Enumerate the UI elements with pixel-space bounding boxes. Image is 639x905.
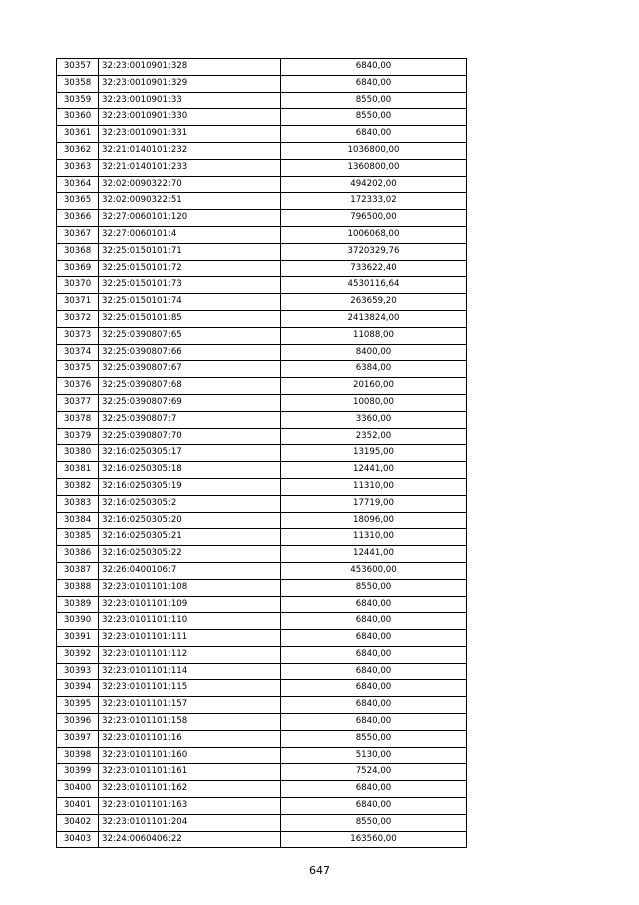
cadastral-number-cell: 32:23:0010901:330 xyxy=(99,109,281,126)
cadastral-number-cell: 32:27:0060101:120 xyxy=(99,210,281,227)
table-row xyxy=(57,529,467,546)
cadastral-number-cell: 32:23:0010901:328 xyxy=(99,59,281,76)
value-cell: 263659,20 xyxy=(281,294,467,311)
cadastral-number-cell: 32:16:0250305:22 xyxy=(99,546,281,563)
value-cell: 6840,00 xyxy=(281,714,467,731)
cadastral-number-cell: 32:25:0390807:69 xyxy=(99,394,281,411)
cadastral-number-cell: 32:21:0140101:233 xyxy=(99,159,281,176)
row-number-cell: 30380 xyxy=(57,445,99,462)
cadastral-number-cell: 32:23:0010901:33 xyxy=(99,92,281,109)
table-row xyxy=(57,210,467,227)
cadastral-number-cell: 32:25:0390807:66 xyxy=(99,344,281,361)
table-row xyxy=(57,126,467,143)
table-row xyxy=(57,680,467,697)
cadastral-number-cell: 32:25:0390807:65 xyxy=(99,327,281,344)
table-row xyxy=(57,798,467,815)
row-number-cell: 30366 xyxy=(57,210,99,227)
row-number-cell: 30372 xyxy=(57,310,99,327)
value-cell: 6840,00 xyxy=(281,630,467,647)
cadastral-number-cell: 32:02:0090322:51 xyxy=(99,193,281,210)
row-number-cell: 30368 xyxy=(57,243,99,260)
row-number-cell: 30359 xyxy=(57,92,99,109)
value-cell: 494202,00 xyxy=(281,176,467,193)
row-number-cell: 30388 xyxy=(57,579,99,596)
row-number-cell: 30396 xyxy=(57,714,99,731)
cadastral-value-table xyxy=(56,58,467,848)
row-number-cell: 30390 xyxy=(57,613,99,630)
cadastral-number-cell: 32:23:0101101:162 xyxy=(99,781,281,798)
table-row xyxy=(57,411,467,428)
cadastral-number-cell: 32:25:0390807:7 xyxy=(99,411,281,428)
value-cell: 6840,00 xyxy=(281,75,467,92)
table-row xyxy=(57,697,467,714)
value-cell: 2413824,00 xyxy=(281,310,467,327)
table-row xyxy=(57,243,467,260)
row-number-cell: 30381 xyxy=(57,462,99,479)
cadastral-number-cell: 32:23:0101101:157 xyxy=(99,697,281,714)
row-number-cell: 30399 xyxy=(57,764,99,781)
row-number-cell: 30369 xyxy=(57,260,99,277)
value-cell: 8550,00 xyxy=(281,109,467,126)
value-cell: 733622,40 xyxy=(281,260,467,277)
value-cell: 11310,00 xyxy=(281,529,467,546)
value-cell: 6840,00 xyxy=(281,781,467,798)
row-number-cell: 30389 xyxy=(57,596,99,613)
table-row xyxy=(57,193,467,210)
row-number-cell: 30378 xyxy=(57,411,99,428)
value-cell: 12441,00 xyxy=(281,546,467,563)
cadastral-number-cell: 32:16:0250305:2 xyxy=(99,495,281,512)
value-cell: 5130,00 xyxy=(281,747,467,764)
table-row xyxy=(57,226,467,243)
cadastral-number-cell: 32:25:0390807:68 xyxy=(99,378,281,395)
row-number-cell: 30391 xyxy=(57,630,99,647)
table-row xyxy=(57,579,467,596)
value-cell: 1360800,00 xyxy=(281,159,467,176)
value-cell: 6840,00 xyxy=(281,126,467,143)
table-row xyxy=(57,277,467,294)
value-cell: 20160,00 xyxy=(281,378,467,395)
table-row xyxy=(57,781,467,798)
row-number-cell: 30402 xyxy=(57,814,99,831)
value-cell: 3360,00 xyxy=(281,411,467,428)
row-number-cell: 30361 xyxy=(57,126,99,143)
row-number-cell: 30397 xyxy=(57,730,99,747)
row-number-cell: 30394 xyxy=(57,680,99,697)
value-cell: 6840,00 xyxy=(281,680,467,697)
row-number-cell: 30364 xyxy=(57,176,99,193)
value-cell: 453600,00 xyxy=(281,562,467,579)
cadastral-number-cell: 32:23:0101101:111 xyxy=(99,630,281,647)
table-body xyxy=(57,59,467,848)
cadastral-number-cell: 32:23:0010901:331 xyxy=(99,126,281,143)
table-row xyxy=(57,327,467,344)
cadastral-number-cell: 32:23:0101101:204 xyxy=(99,814,281,831)
row-number-cell: 30384 xyxy=(57,512,99,529)
row-number-cell: 30382 xyxy=(57,478,99,495)
table-row xyxy=(57,663,467,680)
value-cell: 2352,00 xyxy=(281,428,467,445)
table-row xyxy=(57,478,467,495)
value-cell: 1006068,00 xyxy=(281,226,467,243)
table-row xyxy=(57,378,467,395)
row-number-cell: 30377 xyxy=(57,394,99,411)
table-row xyxy=(57,831,467,848)
row-number-cell: 30386 xyxy=(57,546,99,563)
value-cell: 796500,00 xyxy=(281,210,467,227)
cadastral-number-cell: 32:26:0400106:7 xyxy=(99,562,281,579)
value-cell: 6840,00 xyxy=(281,613,467,630)
table-row xyxy=(57,495,467,512)
value-cell: 6840,00 xyxy=(281,59,467,76)
table-row xyxy=(57,596,467,613)
cadastral-number-cell: 32:23:0101101:114 xyxy=(99,663,281,680)
cadastral-number-cell: 32:25:0150101:71 xyxy=(99,243,281,260)
row-number-cell: 30383 xyxy=(57,495,99,512)
value-cell: 6840,00 xyxy=(281,697,467,714)
cadastral-number-cell: 32:23:0010901:329 xyxy=(99,75,281,92)
table-row xyxy=(57,428,467,445)
table-row xyxy=(57,59,467,76)
table-row xyxy=(57,75,467,92)
cadastral-number-cell: 32:16:0250305:19 xyxy=(99,478,281,495)
table-row xyxy=(57,92,467,109)
table-row xyxy=(57,462,467,479)
table-row xyxy=(57,294,467,311)
row-number-cell: 30393 xyxy=(57,663,99,680)
value-cell: 11088,00 xyxy=(281,327,467,344)
value-cell: 11310,00 xyxy=(281,478,467,495)
cadastral-number-cell: 32:23:0101101:158 xyxy=(99,714,281,731)
table-row xyxy=(57,260,467,277)
row-number-cell: 30363 xyxy=(57,159,99,176)
value-cell: 12441,00 xyxy=(281,462,467,479)
page-number: 647 xyxy=(309,864,330,877)
table-row xyxy=(57,613,467,630)
table-row xyxy=(57,176,467,193)
table-row xyxy=(57,142,467,159)
row-number-cell: 30392 xyxy=(57,646,99,663)
value-cell: 8550,00 xyxy=(281,814,467,831)
cadastral-number-cell: 32:02:0090322:70 xyxy=(99,176,281,193)
table-row xyxy=(57,546,467,563)
cadastral-number-cell: 32:25:0390807:70 xyxy=(99,428,281,445)
row-number-cell: 30373 xyxy=(57,327,99,344)
value-cell: 8550,00 xyxy=(281,92,467,109)
value-cell: 10080,00 xyxy=(281,394,467,411)
row-number-cell: 30365 xyxy=(57,193,99,210)
cadastral-number-cell: 32:21:0140101:232 xyxy=(99,142,281,159)
table-row xyxy=(57,764,467,781)
value-cell: 7524,00 xyxy=(281,764,467,781)
table-row xyxy=(57,394,467,411)
cadastral-number-cell: 32:23:0101101:163 xyxy=(99,798,281,815)
table-row xyxy=(57,814,467,831)
table-row xyxy=(57,512,467,529)
table-row xyxy=(57,310,467,327)
cadastral-number-cell: 32:23:0101101:160 xyxy=(99,747,281,764)
row-number-cell: 30358 xyxy=(57,75,99,92)
value-cell: 6840,00 xyxy=(281,798,467,815)
table-row xyxy=(57,646,467,663)
row-number-cell: 30371 xyxy=(57,294,99,311)
value-cell: 17719,00 xyxy=(281,495,467,512)
table-row xyxy=(57,344,467,361)
table-row xyxy=(57,730,467,747)
row-number-cell: 30401 xyxy=(57,798,99,815)
cadastral-number-cell: 32:16:0250305:21 xyxy=(99,529,281,546)
table-row xyxy=(57,109,467,126)
row-number-cell: 30398 xyxy=(57,747,99,764)
row-number-cell: 30400 xyxy=(57,781,99,798)
cadastral-number-cell: 32:16:0250305:18 xyxy=(99,462,281,479)
row-number-cell: 30362 xyxy=(57,142,99,159)
row-number-cell: 30370 xyxy=(57,277,99,294)
cadastral-number-cell: 32:23:0101101:16 xyxy=(99,730,281,747)
row-number-cell: 30375 xyxy=(57,361,99,378)
value-cell: 4530116,64 xyxy=(281,277,467,294)
cadastral-number-cell: 32:23:0101101:112 xyxy=(99,646,281,663)
cadastral-number-cell: 32:25:0150101:72 xyxy=(99,260,281,277)
cadastral-number-cell: 32:25:0390807:67 xyxy=(99,361,281,378)
value-cell: 1036800,00 xyxy=(281,142,467,159)
value-cell: 8550,00 xyxy=(281,730,467,747)
table-row xyxy=(57,747,467,764)
cadastral-number-cell: 32:23:0101101:115 xyxy=(99,680,281,697)
value-cell: 6840,00 xyxy=(281,596,467,613)
table-row xyxy=(57,630,467,647)
table-row xyxy=(57,361,467,378)
table-row xyxy=(57,714,467,731)
value-cell: 6384,00 xyxy=(281,361,467,378)
value-cell: 163560,00 xyxy=(281,831,467,848)
row-number-cell: 30379 xyxy=(57,428,99,445)
table-row xyxy=(57,159,467,176)
cadastral-number-cell: 32:23:0101101:110 xyxy=(99,613,281,630)
row-number-cell: 30357 xyxy=(57,59,99,76)
row-number-cell: 30387 xyxy=(57,562,99,579)
row-number-cell: 30367 xyxy=(57,226,99,243)
value-cell: 172333,02 xyxy=(281,193,467,210)
row-number-cell: 30376 xyxy=(57,378,99,395)
value-cell: 13195,00 xyxy=(281,445,467,462)
row-number-cell: 30374 xyxy=(57,344,99,361)
value-cell: 18096,00 xyxy=(281,512,467,529)
value-cell: 8400,00 xyxy=(281,344,467,361)
value-cell: 6840,00 xyxy=(281,663,467,680)
cadastral-number-cell: 32:23:0101101:108 xyxy=(99,579,281,596)
row-number-cell: 30403 xyxy=(57,831,99,848)
row-number-cell: 30385 xyxy=(57,529,99,546)
cadastral-number-cell: 32:23:0101101:161 xyxy=(99,764,281,781)
cadastral-number-cell: 32:25:0150101:73 xyxy=(99,277,281,294)
value-cell: 8550,00 xyxy=(281,579,467,596)
row-number-cell: 30395 xyxy=(57,697,99,714)
cadastral-number-cell: 32:25:0150101:74 xyxy=(99,294,281,311)
value-cell: 3720329,76 xyxy=(281,243,467,260)
cadastral-number-cell: 32:24:0060406:22 xyxy=(99,831,281,848)
cadastral-number-cell: 32:27:0060101:4 xyxy=(99,226,281,243)
cadastral-number-cell: 32:25:0150101:85 xyxy=(99,310,281,327)
cadastral-number-cell: 32:16:0250305:17 xyxy=(99,445,281,462)
cadastral-number-cell: 32:16:0250305:20 xyxy=(99,512,281,529)
table-row xyxy=(57,445,467,462)
table-row xyxy=(57,562,467,579)
row-number-cell: 30360 xyxy=(57,109,99,126)
value-cell: 6840,00 xyxy=(281,646,467,663)
cadastral-number-cell: 32:23:0101101:109 xyxy=(99,596,281,613)
